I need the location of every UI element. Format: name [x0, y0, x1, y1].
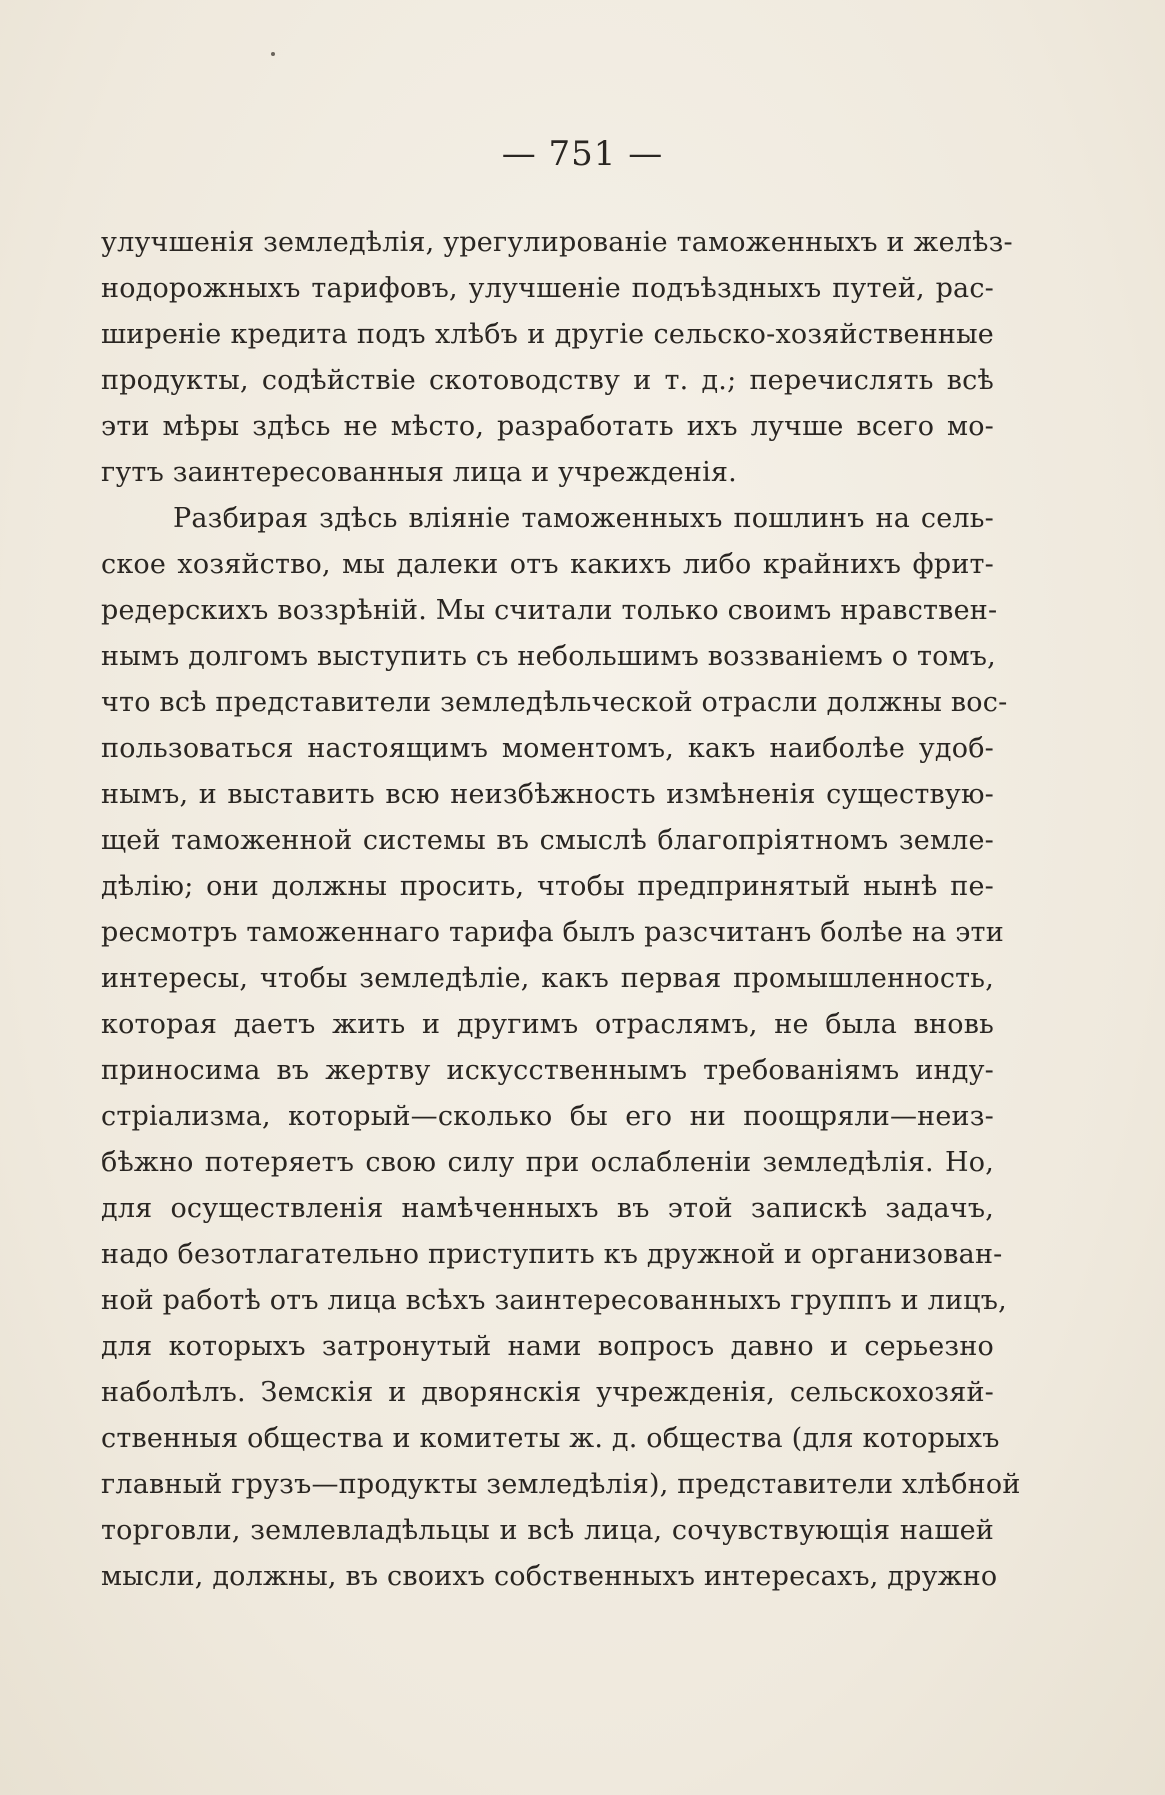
- text-line: главный грузъ—продукты земледѣлія), представители хлѣбной: [101, 1469, 1021, 1500]
- body-text: [101, 220, 1021, 1600]
- text-line: ресмотръ таможеннаго тарифа былъ разсчитанъ болѣе на эти: [101, 917, 1004, 948]
- text-line: бѣжно потеряетъ свою силу при ослабленіи земледѣлія. Но,: [101, 1147, 994, 1178]
- text-line: редерскихъ воззрѣній. Мы считали только своимъ нравствен-: [101, 595, 998, 626]
- text-line: дѣлію; они должны просить, чтобы предпринятый нынѣ пе-: [101, 871, 994, 902]
- text-line: ственныя общества и комитеты ж. д. общества (для которыхъ: [101, 1423, 1000, 1454]
- text-line: ширеніе кредита подъ хлѣбъ и другіе сельско-хозяйственные: [101, 319, 994, 350]
- text-line: для осуществленія намѣченныхъ въ этой запискѣ задачъ,: [101, 1193, 994, 1224]
- text-line: мысли, должны, въ своихъ собственныхъ интересахъ, дружно: [101, 1561, 998, 1592]
- text-line: надо безотлагательно приступить къ дружной и организован-: [101, 1239, 1003, 1270]
- text-line: нымъ долгомъ выступить съ небольшимъ воззваніемъ о томъ,: [101, 641, 996, 672]
- text-line: ское хозяйство, мы далеки отъ какихъ либо крайнихъ фрит-: [101, 549, 994, 580]
- text-line: которая даетъ жить и другимъ отраслямъ, не была вновь: [101, 1009, 994, 1040]
- text-line: улучшенія земледѣлія, урегулированіе таможенныхъ и желѣз-: [101, 227, 1013, 258]
- text-line: для которыхъ затронутый нами вопросъ давно и серьезно: [101, 1331, 994, 1362]
- text-line: интересы, чтобы земледѣліе, какъ первая промышленность,: [101, 963, 994, 994]
- text-line: нымъ, и выставить всю неизбѣжность измѣненія существую-: [101, 779, 994, 810]
- text-line: стріализма, который—сколько бы его ни поощряли—неиз-: [101, 1101, 994, 1132]
- text-line: пользоваться настоящимъ моментомъ, какъ наиболѣе удоб-: [101, 733, 994, 764]
- text-line: щей таможенной системы въ смыслѣ благопріятномъ земле-: [101, 825, 994, 856]
- text-line: продукты, содѣйствіе скотоводству и т. д.; перечислять всѣ: [101, 365, 994, 396]
- text-line: эти мѣры здѣсь не мѣсто, разработать ихъ лучше всего мо-: [101, 411, 994, 442]
- text-line: приносима въ жертву искусственнымъ требованіямъ инду-: [101, 1055, 994, 1086]
- text-line: что всѣ представители земледѣльческой отрасли должны вос-: [101, 687, 1008, 718]
- text-line: гутъ заинтересованныя лица и учрежденія.: [101, 457, 737, 488]
- page-number: — 751 —: [501, 134, 664, 174]
- text-line: торговли, землевладѣльцы и всѣ лица, сочувствующія нашей: [101, 1515, 994, 1546]
- paragraph-start-line: Разбирая здѣсь вліяніе таможенныхъ пошлинъ на сель-: [173, 503, 994, 534]
- text-line: ной работѣ отъ лица всѣхъ заинтересованныхъ группъ и лицъ,: [101, 1285, 1007, 1316]
- text-line: наболѣлъ. Земскія и дворянскія учрежденія, сельскохозяй-: [101, 1377, 994, 1408]
- ink-speck: [271, 52, 275, 56]
- text-line: нодорожныхъ тарифовъ, улучшеніе подъѣздныхъ путей, рас-: [101, 273, 994, 304]
